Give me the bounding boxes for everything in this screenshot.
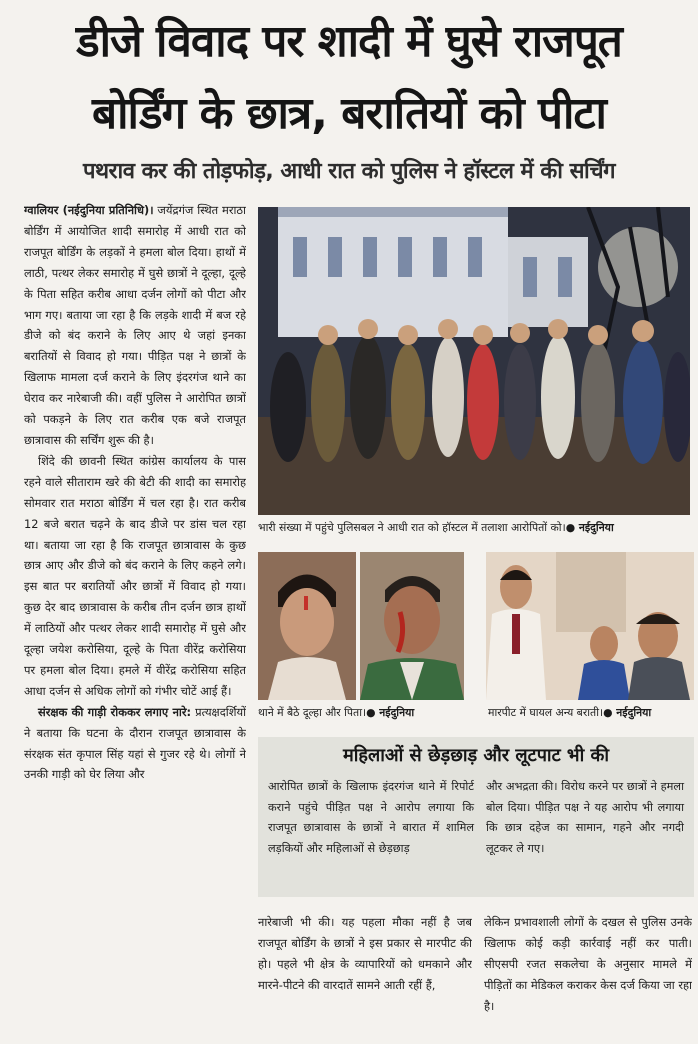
bottom-column-1: नारेबाजी भी की। यह पहला मौका नहीं है जब राजपूत बोर्डिंग के छात्रों ने इस प्रकार से मारपीट की हो। पहले भी क्षेत्र के व्यापारियों को धमकाने और मारने-पीटने की वारदातें सामने आती रहीं हैं,	[258, 915, 472, 992]
boxout-title: महिलाओं से छेड़छाड़ और लूटपाट भी की	[343, 745, 609, 766]
paragraph-3-text: प्रत्यक्षदर्शियों ने बताया कि घटना के दौरान राजपूत छात्रावास के संरक्षक संत कृपाल सिंह यहां से गुजर रहे थे। लोगों ने उनकी गाड़ी को घेर लिया और	[24, 704, 246, 782]
article-left-column	[24, 200, 246, 1030]
paragraph-1-text: जयेंद्रगंज स्थित मराठा बोर्डिंग में आयोजित शादी समारोह में आधी रात को राजपूत बोर्डिंग के लड़कों ने हमला बोल दिया। हाथों में लाठी, पत्थर लेकर समारोह में घुसे छात्रों ने दूल्हा, दूल्हे के पिता सहित करीब आधा दर्जन लोगों को पीटा और भाग गए। बताया जा रहा है कि लड़के शादी में बज रहे डीजे को बंद कराने के लिए आए थे जहां इनका बरातियों से विवाद हो गया। पीड़ित पक्ष ने छात्रों के खिलाफ मामला दर्ज कराने के लिए इंदरगंज थाने का घेराव कर नारेबाजी की। वहीं पुलिस ने आरोपित छात्रों को पकड़ने के लिए रात करीब एक बजे राजपूत छात्रावास की सर्चिंग शुरू की है।	[24, 203, 246, 447]
father-illustration	[360, 552, 464, 700]
article-paragraph-1	[24, 200, 246, 451]
groom-caption-text: थाने में बैठे दूल्हा और पिता।	[258, 706, 367, 719]
boxout-column-1: आरोपित छात्रों के खिलाफ इंदरगंज थाने में रिपोर्ट कराने पहुंचे पीड़ित पक्ष ने आरोप लगाया कि राजपूत छात्रावास के छात्रों ने बारात में शामिल लड़कियों और महिलाओं से छेड़छाड़	[268, 780, 474, 855]
groom-photo	[258, 552, 356, 700]
boxout	[258, 737, 694, 897]
injured-photo-caption	[488, 706, 651, 720]
groom-illustration	[258, 552, 356, 700]
injured-caption-text: मारपीट में घायल अन्य बराती।	[488, 706, 604, 719]
groom-photo-caption	[258, 706, 414, 720]
headline-line-1: डीजे विवाद पर शादी में घुसे राजपूत	[76, 16, 622, 67]
groom-caption-credit: ● नईदुनिया	[366, 706, 415, 719]
main-caption-credit: ● नईदुनिया	[565, 521, 614, 534]
section-subhead: संरक्षक की गाड़ी रोककर लगाए नारे:	[38, 704, 192, 719]
bottom-column-2: लेकिन प्रभावशाली लोगों के दखल से पुलिस उनके खिलाफ कोई कड़ी कार्रवाई नहीं कर पाती। सीएसपी रजत सकलेचा के अनुसार मामले में पीड़ितों का मेडिकल कराकर केस दर्ज किया जा रहा है।	[484, 915, 692, 1013]
father-photo	[360, 552, 464, 700]
headline-line-2: बोर्डिंग के छात्र, बरातियों को पीटा	[92, 88, 606, 139]
injured-guests-photo	[486, 552, 694, 700]
police-crowd-photo	[258, 207, 690, 515]
police-crowd-illustration	[258, 207, 690, 515]
main-photo-caption	[258, 521, 614, 535]
injured-guests-illustration	[486, 552, 694, 700]
article-paragraph-2: शिंदे की छावनी स्थित कांग्रेस कार्यालय के पास रहने वाले सीताराम खरे की बेटी की शादी का समारोह सोमवार रात मराठा बोर्डिंग में चल रहा है। रात करीब 12 बजे बरात चढ़ने के बाद डीजे पर डांस चल रहा था। बताया जा रहा है कि राजपूत छात्रावास के कुछ छात्र आए और डीजे को बंद कराने के लिए कहने लगे। इस बात पर बरातियों और छात्रों में विवाद हो गया। कुछ देर बाद छात्रावास के करीब तीन दर्जन छात्र हाथों में लाठियों और पत्थर लेकर शादी समारोह में घुसे और दूल्हा जयेश करोसिया, दूल्हे के पिता वीरेंद्र करोसिया पर हमला बोल दिया। हमले में वीरेंद्र करोसिया सहित आधा दर्जन से अधिक लोगों को गंभीर चोटें आई हैं।	[24, 453, 246, 698]
subheadline: पथराव कर की तोड़फोड़, आधी रात को पुलिस ने हॉस्टल में की सर्चिंग	[82, 159, 616, 184]
article-paragraph-3	[24, 702, 246, 786]
dateline: ग्वालियर (नईदुनिया प्रतिनिधि)।	[24, 203, 154, 217]
injured-caption-credit: ● नईदुनिया	[603, 706, 652, 719]
boxout-column-2: और अभद्रता की। विरोध करने पर छात्रों ने हमला बोल दिया। पीड़ित पक्ष ने यह आरोप भी लगाया कि छात्र दहेज का सामान, गहने और नगदी लूटकर ले गए।	[486, 780, 684, 855]
main-caption-text: भारी संख्या में पहुंचे पुलिसबल ने आधी रात को हॉस्टल में तलाशा आरोपितों को।	[258, 521, 566, 534]
